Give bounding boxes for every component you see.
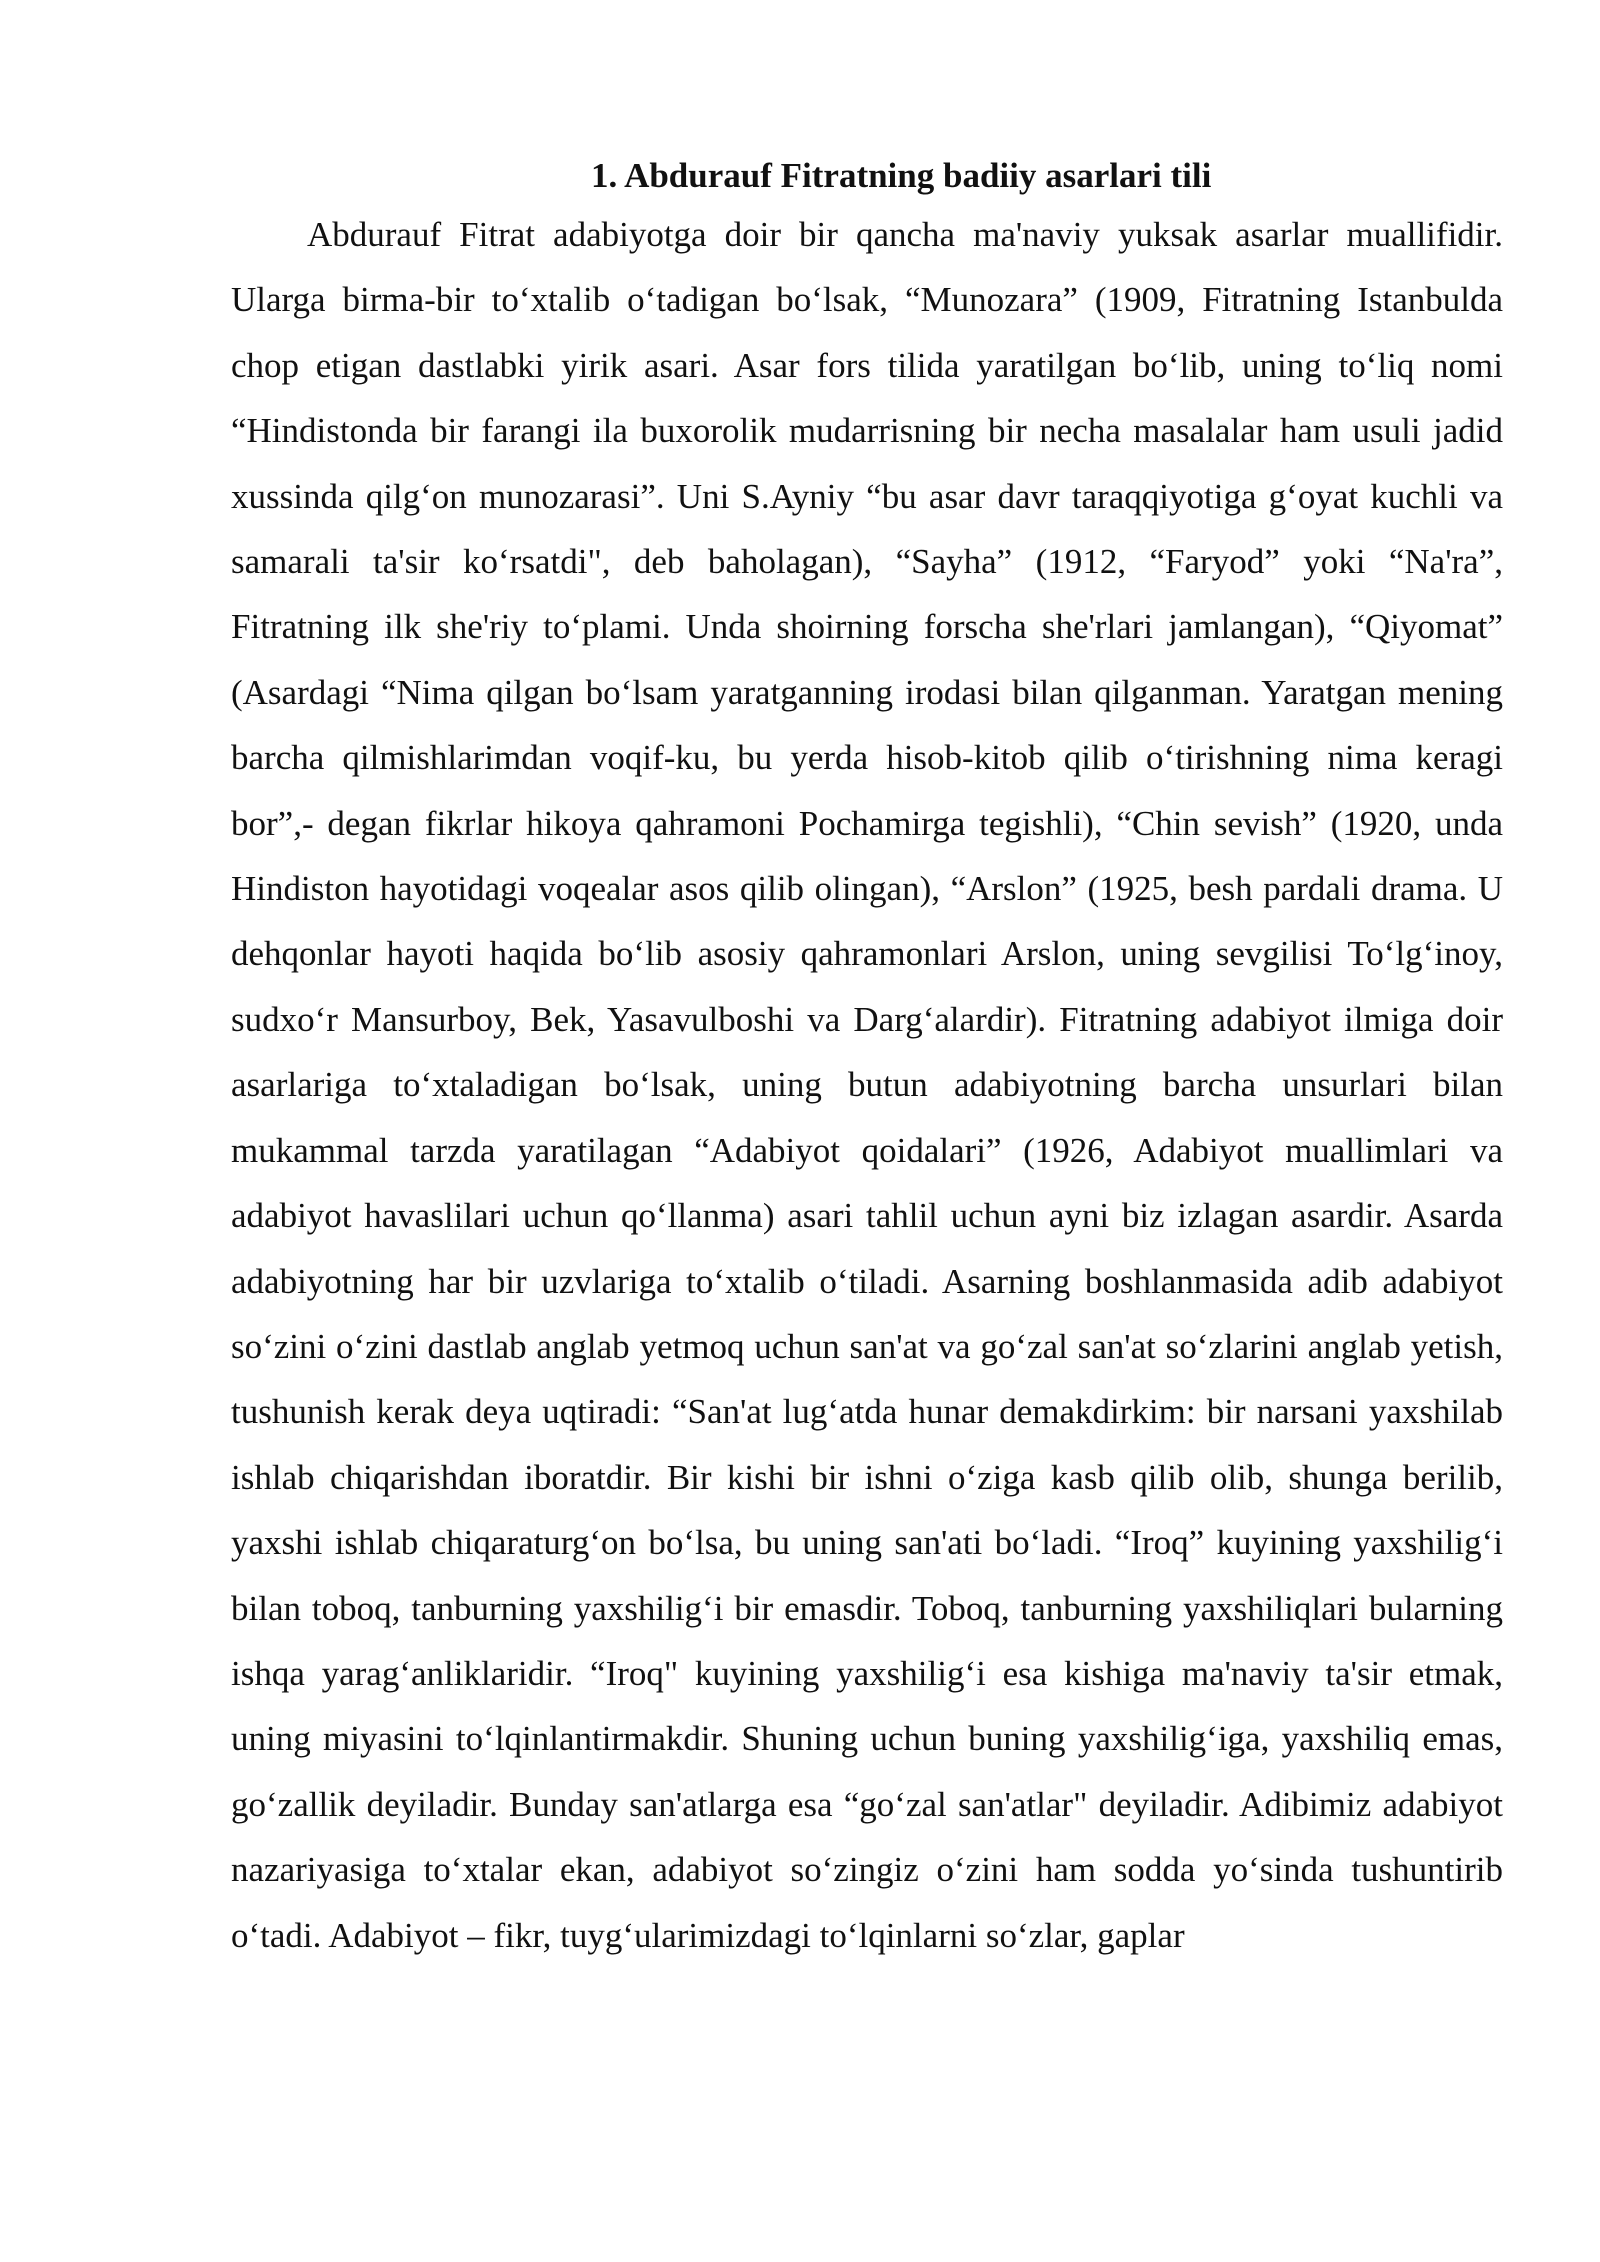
section-title: 1. Abdurauf Fitratning badiiy asarlari tili <box>591 156 1212 195</box>
body-paragraph: Abdurauf Fitrat adabiyotga doir bir qancha ma'naviy yuksak asarlar muallifidir. Ularga birma-bir to‘xtalib o‘tadigan bo‘lsak, “Munozara” (1909, Fitratning Istanbulda chop etigan dastlabki yirik asari. Asar fors tilida yaratilgan bo‘lib, uning to‘liq nomi “Hindistonda bir farangi ila buxorolik mudarrisning bir necha masalalar ham usuli jadid xussinda qilg‘on munozarasi”. Uni S.Ayniy “bu asar davr taraqqiyotiga g‘oyat kuchli va samarali ta'sir ko‘rsatdi", deb baholagan), “Sayha” (1912, “Faryod” yoki “Na'ra”, Fitratning ilk she'riy to‘plami. Unda shoirning forscha she'rlari jamlangan), “Qiyomat” (Asardagi “Nima qilgan bo‘lsam yaratganning irodasi bilan qilganman. Yaratgan mening barcha qilmishlarimdan voqif-ku, bu yerda hisob-kitob qilib o‘tirishning nima keragi bor”,- degan fikrlar hikoya qahramoni Pochamirga tegishli), “Chin sevish” (1920, unda Hindiston hayotidagi voqealar asos qilib olingan), “Arslon” (1925, besh pardali drama. U dehqonlar hayoti haqida bo‘lib asosiy qahramonlari Arslon, uning sevgilisi To‘lg‘inoy, sudxo‘r Mansurboy, Bek, Yasavulboshi va Darg‘alardir). Fitratning adabiyot ilmiga doir asarlariga to‘xtaladigan bo‘lsak, uning butun adabiyotning barcha unsurlari bilan mukammal tarzda yaratilagan “Adabiyot qoidalari” (1926, Adabiyot muallimlari va adabiyot havaslilari uchun qo‘llanma) asari tahlil uchun ayni biz izlagan asardir. Asarda adabiyotning har bir uzvlariga to‘xtalib o‘tiladi. Asarning boshlanmasida adib adabiyot so‘zini o‘zini dastlab anglab yetmoq uchun san'at va go‘zal san'at so‘zlarini anglab yetish, tushunish kerak deya uqtiradi: “San'at lug‘atda hunar demakdirkim: bir narsani yaxshilab ishlab chiqarishdan iboratdir. Bir kishi bir ishni o‘ziga kasb qilib olib, shunga berilib, yaxshi ishlab chiqaraturg‘on bo‘lsa, bu uning san'ati bo‘ladi. “Iroq” kuyining yaxshilig‘i bilan toboq, tanburning yaxshilig‘i bir emasdir. Toboq, tanburning yaxshiliqlari bularning ishqa yarag‘anliklaridir. “Iroq" kuyining yaxshilig‘i esa kishiga ma'naviy ta'sir etmak, uning miyasini to‘lqinlantirmakdir. Shuning uchun buning yaxshilig‘iga, yaxshiliq emas, go‘zallik deyiladir. Bunday san'atlarga esa “go‘zal san'atlar" deyiladir. Adibimiz adabiyot nazariyasiga to‘xtalar ekan, adabiyot so‘zingiz o‘zini ham sodda yo‘sinda tushuntirib o‘tadi. Adabiyot – fikr, tuyg‘ularimizdagi to‘lqinlarni so‘zlar, gaplar <box>231 215 1503 1955</box>
document-content <box>231 150 1503 1968</box>
